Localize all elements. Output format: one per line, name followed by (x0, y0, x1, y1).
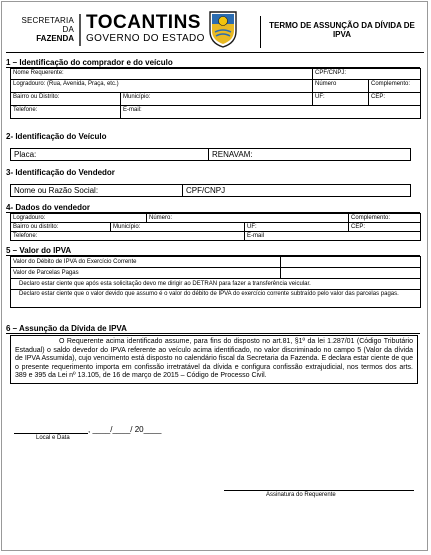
seller-logradouro[interactable]: Logradouro: (11, 214, 147, 223)
date-pattern[interactable]: , ____/____/ 20____ (88, 425, 162, 434)
field-cpf-cnpj[interactable]: CPF/CNPJ: (313, 69, 421, 80)
local-data-label: Local e Data (36, 435, 70, 441)
field-requerente[interactable]: Nome Requerente: (11, 69, 313, 80)
seller-municipio[interactable]: Município: (111, 223, 245, 232)
seller-bairro[interactable]: Bairro ou distrito: (11, 223, 111, 232)
government-brand (86, 13, 205, 44)
seller-complemento[interactable]: Complemento: (349, 214, 421, 223)
declaration-1: Declaro estar ciente que após esta solicitação devo me dirigir ao DETRAN para fazer a transferência veicular. (11, 279, 421, 290)
field-logradouro[interactable]: Logradouro: (Rua, Avenida, Praça, etc.) (11, 80, 313, 93)
signature-line[interactable] (224, 490, 414, 491)
field-placa[interactable]: Placa: (11, 149, 209, 161)
field-uf[interactable]: UF: (313, 93, 369, 106)
secretaria-logo-text (10, 16, 74, 43)
section2-title: 2- Identificação do Veículo (6, 132, 107, 141)
field-valor-parcelas: Valor de Parcelas Pagas (11, 268, 281, 279)
field-valor-debito: Valor do Débito de IPVA do Exercício Corrente (11, 257, 281, 268)
input-valor-parcelas[interactable] (281, 268, 421, 279)
field-seller-cpf-cnpj[interactable]: CPF/CNPJ (183, 185, 411, 197)
field-telefone[interactable]: Telefone: (11, 106, 121, 119)
section1-title: 1 – Identificação do comprador e do veículo (6, 58, 173, 67)
section6-rule (6, 333, 420, 334)
document-header (6, 6, 424, 53)
document-title: TERMO DE ASSUNÇÃO DA DÍVIDA DE IPVA (260, 16, 423, 48)
seller-numero[interactable]: Número: (147, 214, 349, 223)
state-name: TOCANTINS (86, 12, 201, 33)
seller-telefone[interactable]: Telefone: (11, 232, 245, 241)
ipva-value-table (10, 256, 421, 308)
section5-title: 5 – Valor do IPVA (6, 246, 72, 255)
secretaria-line2: FAZENDA (36, 34, 74, 43)
document-page (1, 1, 428, 551)
seller-cep[interactable]: CEP: (349, 223, 421, 232)
field-cep[interactable]: CEP: (369, 93, 421, 106)
vehicle-identification-table (10, 148, 411, 161)
buyer-identification-table (10, 68, 421, 119)
field-numero[interactable]: Número (313, 80, 369, 93)
secretaria-line1: SECRETARIA DA (21, 16, 74, 34)
field-renavam[interactable]: RENAVAM: (209, 149, 411, 161)
seller-uf[interactable]: UF: (245, 223, 349, 232)
input-valor-debito[interactable] (281, 257, 421, 268)
section4-title: 4- Dados do vendedor (6, 203, 91, 212)
section3-title: 3- Identificação do Vendedor (6, 168, 115, 177)
field-seller-nome[interactable]: Nome ou Razão Social: (11, 185, 183, 197)
seller-email[interactable]: E-mail (245, 232, 421, 241)
signature-label: Assinatura do Requerente (266, 492, 336, 498)
debt-assumption-paragraph: O Requerente acima identificado assume, para fins do disposto no art.81, §1º da lei 1.287/01 (Código Tributário Estadual) o saldo devedor do IPVA referente ao veículo acima identificado, no valor discriminado no campo 5 (Valor da dívida de IPVA Assumida), cujo vencimento está disposto no calendário fiscal da Secretaria da Fazenda. E declara estar ciente de que o presente requerimento importa em confissão irretratável da dívida e configura confissão extrajudicial, nos termos dos arts. 389 e 395 da Lei nº 13.105, de 16 de março de 2015 – Código de Processo Civil. (10, 335, 418, 384)
government-label: GOVERNO DO ESTADO (86, 33, 205, 44)
declaration-2: Declaro estar ciente que o valor devido que assumo é o valor do débito de IPVA do exercício corrente subtraído pelo valor das parcelas pagas. (11, 290, 421, 308)
logo-divider (79, 14, 81, 46)
field-municipio[interactable]: Município: (121, 93, 313, 106)
field-complemento[interactable]: Complemento: (369, 80, 421, 93)
seller-data-table (10, 213, 421, 241)
field-email[interactable]: E-mail: (121, 106, 421, 119)
local-line[interactable] (14, 433, 88, 434)
tocantins-coat-of-arms-icon (206, 9, 240, 49)
section6-title: 6 – Assunção da Dívida de IPVA (6, 324, 127, 333)
field-bairro[interactable]: Bairro ou Distrito: (11, 93, 121, 106)
seller-identification-table (10, 184, 411, 197)
